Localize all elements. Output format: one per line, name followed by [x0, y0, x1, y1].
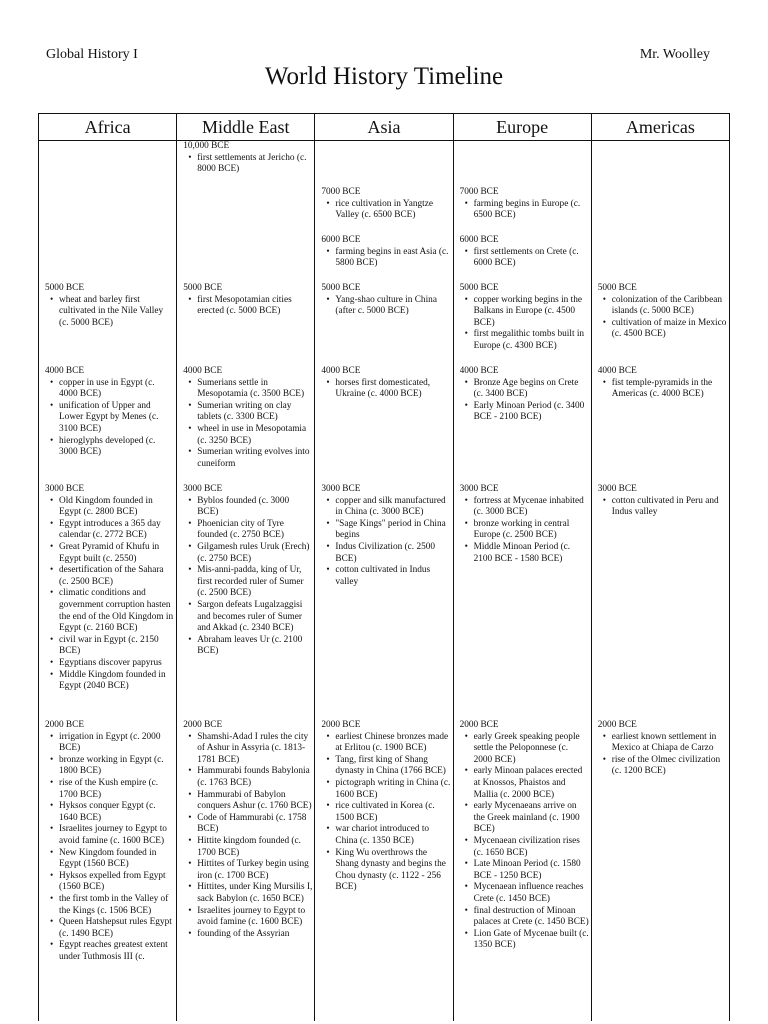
- era-block-2000-bce: [598, 720, 727, 778]
- event-item: [598, 378, 727, 401]
- event-text: Mis-anni-padda, king of Ur, first recorded ruler of Sumer (c. 2500 BCE): [197, 565, 304, 599]
- event-item: [460, 906, 589, 929]
- column-africa: [45, 141, 174, 1021]
- era-block-2000-bce: [45, 720, 174, 963]
- event-text: desertification of the Sahara (c. 2500 BCE): [59, 565, 164, 587]
- era-block-5000-bce: [45, 283, 174, 329]
- era-block-5000-bce: [460, 283, 589, 353]
- era-block-4000-bce: [598, 366, 727, 401]
- event-text: Hammurabi founds Babylonia (c. 1763 BCE): [197, 766, 310, 788]
- era-block-7000-bce: [321, 187, 450, 222]
- event-item: [460, 929, 589, 952]
- event-text: rise of the Kush empire (c. 1700 BCE): [59, 777, 159, 800]
- event-list: [321, 732, 450, 894]
- era-label: 3000 BCE: [459, 484, 499, 494]
- event-list: [598, 295, 727, 341]
- event-list: [321, 247, 450, 270]
- event-item: [598, 318, 727, 341]
- era-block-4000-bce: [183, 366, 312, 470]
- event-item: [321, 199, 450, 222]
- event-item: [321, 801, 450, 824]
- event-text: Egypt reaches greatest extent under Tuthmosis III (c.: [59, 940, 168, 962]
- era-label: 5000 BCE: [183, 283, 223, 293]
- event-text: Hyksos expelled from Egypt (1560 BCE): [59, 870, 166, 893]
- column-asia: [321, 141, 450, 1021]
- event-item: [321, 778, 450, 801]
- event-text: colonization of the Caribbean islands (c. 5000 BCE): [611, 294, 722, 317]
- event-item: [321, 732, 450, 755]
- era-block-3000-bce: [321, 484, 450, 588]
- event-text: rice cultivation in Yangtze Valley (c. 6500 BCE): [335, 198, 433, 221]
- event-text: bronze working in central Europe (c. 2500 BCE): [473, 518, 570, 541]
- era-block-3000-bce: [460, 484, 589, 565]
- era-label: 6000 BCE: [459, 235, 499, 245]
- event-text: war chariot introduced to China (c. 1350 BCE): [335, 824, 430, 846]
- event-item: [45, 778, 174, 801]
- event-item: [183, 153, 312, 176]
- event-item: [183, 929, 312, 941]
- event-item: [183, 859, 312, 882]
- event-item: [45, 670, 174, 693]
- timeline-body-row: [39, 141, 730, 1022]
- event-text: irrigation in Egypt (c. 2000 BCE): [59, 731, 161, 754]
- event-text: Tang, first king of Shang dynasty in China (1766 BCE): [335, 754, 446, 777]
- era-block-10-000-bce: [183, 141, 312, 176]
- event-item: [45, 401, 174, 436]
- event-item: [183, 766, 312, 789]
- event-text: farming begins in Europe (c. 6500 BCE): [473, 198, 581, 221]
- event-text: Abraham leaves Ur (c. 2100 BCE): [197, 634, 303, 657]
- event-text: early Mycenaeans arrive on the Greek mainland (c. 1900 BCE): [473, 801, 580, 835]
- era-label: 4000 BCE: [321, 366, 361, 376]
- event-text: Hittites of Turkey begin using iron (c. 1700 BCE): [197, 859, 309, 881]
- event-list: [183, 732, 312, 941]
- event-text: cultivation of maize in Mexico (c. 4500 BCE): [611, 317, 727, 340]
- event-text: the first tomb in the Valley of the Kings (c. 1506 BCE): [59, 893, 169, 916]
- event-item: [183, 813, 312, 836]
- event-item: [460, 295, 589, 330]
- event-text: "Sage Kings" period in China begins: [335, 518, 446, 541]
- event-item: [598, 295, 727, 318]
- event-list: [598, 496, 727, 519]
- era-block-3000-bce: [45, 484, 174, 693]
- teacher-name: Mr. Woolley: [639, 47, 710, 62]
- era-label: 2000 BCE: [459, 720, 499, 730]
- era-label: 3000 BCE: [597, 484, 637, 494]
- event-item: [460, 836, 589, 859]
- event-text: early Greek speaking people settle the Peloponnese (c. 2000 BCE): [473, 731, 580, 765]
- event-text: unification of Upper and Lower Egypt by Menes (c. 3100 BCE): [59, 400, 159, 434]
- event-text: copper working begins in the Balkans in Europe (c. 4500 BCE): [473, 294, 583, 328]
- event-list: [321, 378, 450, 401]
- event-item: [45, 917, 174, 940]
- era-block-3000-bce: [598, 484, 727, 519]
- event-text: Sumerians settle in Mesopotamia (c. 3500 BCE): [197, 377, 305, 400]
- event-item: [460, 199, 589, 222]
- event-text: Gilgamesh rules Uruk (Erech) (c. 2750 BCE): [197, 541, 310, 564]
- event-item: [45, 848, 174, 871]
- event-text: Middle Minoan Period (c. 2100 BCE - 1580 BCE): [473, 541, 571, 564]
- event-item: [460, 542, 589, 565]
- event-item: [45, 894, 174, 917]
- event-item: [183, 635, 312, 658]
- event-item: [183, 424, 312, 447]
- event-text: Great Pyramid of Khufu in Egypt built (c. 2550): [59, 541, 160, 564]
- event-item: [183, 447, 312, 470]
- event-text: founding of the Assyrian: [197, 928, 290, 939]
- event-item: [45, 295, 174, 330]
- event-list: [45, 496, 174, 693]
- column-header-americas: Americas: [591, 114, 729, 141]
- event-item: [183, 732, 312, 767]
- era-block-6000-bce: [321, 235, 450, 270]
- event-list: [183, 153, 312, 176]
- era-label: 5000 BCE: [597, 283, 637, 293]
- event-item: [45, 755, 174, 778]
- event-item: [321, 755, 450, 778]
- event-text: first Mesopotamian cities erected (c. 5000 BCE): [197, 294, 292, 317]
- event-item: [460, 378, 589, 401]
- event-list: [183, 295, 312, 318]
- event-text: horses first domesticated, Ukraine (c. 4000 BCE): [335, 377, 431, 400]
- event-list: [321, 199, 450, 222]
- era-label: 4000 BCE: [597, 366, 637, 376]
- timeline-table: [38, 113, 730, 1021]
- event-item: [45, 496, 174, 519]
- event-item: [321, 519, 450, 542]
- event-list: [460, 199, 589, 222]
- era-block-7000-bce: [460, 187, 589, 222]
- event-item: [45, 635, 174, 658]
- event-item: [183, 401, 312, 424]
- event-text: hieroglyphs developed (c. 3000 BCE): [59, 435, 156, 458]
- event-list: [183, 496, 312, 658]
- event-text: King Wu overthrows the Shang dynasty and begins the Chou dynasty (c. 1122 - 256 BCE): [335, 847, 446, 893]
- column-header-row: [39, 114, 730, 141]
- event-item: [183, 542, 312, 565]
- event-text: first settlements on Crete (c. 6000 BCE): [473, 246, 579, 269]
- event-text: Sumerian writing on clay tablets (c. 3300 BCE): [197, 400, 292, 423]
- era-block-5000-bce: [321, 283, 450, 318]
- column-middle-east: [183, 141, 312, 1021]
- event-item: [45, 436, 174, 459]
- event-text: fist temple-pyramids in the Americas (c. 4000 BCE): [611, 377, 713, 400]
- event-text: Hittites, under King Mursilis I, sack Babylon (c. 1650 BCE): [197, 882, 313, 904]
- event-text: final destruction of Minoan palaces at Crete (c. 1450 BCE): [473, 905, 589, 928]
- era-label: 5000 BCE: [459, 283, 499, 293]
- event-text: Mycenaean civilization rises (c. 1650 BCE): [473, 835, 580, 858]
- era-block-2000-bce: [183, 720, 312, 940]
- event-item: [321, 565, 450, 588]
- event-text: pictograph writing in China (c. 1600 BCE): [335, 777, 451, 800]
- event-item: [460, 859, 589, 882]
- era-label: 4000 BCE: [183, 366, 223, 376]
- era-label: 2000 BCE: [45, 720, 84, 730]
- event-list: [460, 247, 589, 270]
- event-text: Mycenaean influence reaches Crete (c. 1450 BCE): [473, 882, 584, 904]
- event-text: Byblos founded (c. 3000 BCE): [197, 495, 290, 518]
- era-block-4000-bce: [45, 366, 174, 459]
- era-label: 10,000 BCE: [183, 141, 230, 151]
- event-text: wheel in use in Mesopotamia (c. 3250 BCE): [197, 423, 307, 446]
- event-item: [45, 732, 174, 755]
- era-block-5000-bce: [183, 283, 312, 318]
- event-item: [45, 542, 174, 565]
- event-text: cotton cultivated in Peru and Indus valley: [611, 495, 719, 518]
- event-item: [45, 565, 174, 588]
- event-item: [598, 732, 727, 755]
- event-item: [598, 496, 727, 519]
- event-item: [321, 378, 450, 401]
- era-block-2000-bce: [321, 720, 450, 894]
- event-text: Hyksos conquer Egypt (c. 1640 BCE): [59, 801, 156, 823]
- event-item: [460, 496, 589, 519]
- event-item: [321, 824, 450, 847]
- event-item: [45, 871, 174, 894]
- era-label: 2000 BCE: [183, 720, 223, 730]
- event-item: [460, 519, 589, 542]
- event-list: [321, 295, 450, 318]
- event-item: [183, 565, 312, 600]
- event-text: Yang-shao culture in China (after c. 5000 BCE): [335, 294, 437, 317]
- event-list: [460, 378, 589, 424]
- event-text: climatic conditions and government corruption hasten the end of the Old Kingdom in Egypt (c. 2160 BCE): [59, 588, 174, 634]
- event-list: [598, 378, 727, 401]
- column-europe: [460, 141, 589, 1021]
- event-text: Israelites journey to Egypt to avoid famine (c. 1600 BCE): [197, 905, 306, 928]
- event-text: Shamshi-Adad I rules the city of Ashur in Assyria (c. 1813-1781 BCE): [197, 731, 309, 765]
- event-text: rise of the Olmec civilization (c. 1200 BCE): [611, 754, 721, 777]
- era-block-4000-bce: [321, 366, 450, 401]
- column-header-asia: Asia: [315, 114, 453, 141]
- event-item: [183, 790, 312, 813]
- column-header-africa: Africa: [39, 114, 177, 141]
- event-item: [321, 848, 450, 894]
- event-text: rice cultivated in Korea (c. 1500 BCE): [335, 801, 435, 823]
- era-label: 6000 BCE: [321, 235, 361, 245]
- event-item: [321, 295, 450, 318]
- page-title: World History Timeline: [264, 63, 504, 90]
- event-item: [183, 836, 312, 859]
- event-text: Code of Hammurabi (c. 1758 BCE): [197, 812, 307, 835]
- event-text: Bronze Age begins on Crete (c. 3400 BCE): [473, 377, 579, 400]
- era-label: 4000 BCE: [459, 366, 499, 376]
- event-item: [45, 378, 174, 401]
- event-text: copper in use in Egypt (c. 4000 BCE): [59, 377, 155, 400]
- event-text: Middle Kingdom founded in Egypt (2040 BCE): [59, 669, 166, 692]
- event-item: [183, 882, 312, 905]
- event-text: Old Kingdom founded in Egypt (c. 2800 BCE): [59, 495, 153, 518]
- event-text: Indus Civilization (c. 2500 BCE): [335, 541, 436, 564]
- event-item: [460, 801, 589, 836]
- event-text: civil war in Egypt (c. 2150 BCE): [59, 634, 159, 657]
- event-text: Queen Hatshepsut rules Egypt (c. 1490 BCE): [59, 917, 172, 939]
- event-item: [183, 600, 312, 635]
- event-item: [45, 801, 174, 824]
- event-item: [321, 496, 450, 519]
- event-text: Egypt introduces a 365 day calendar (c. 2772 BCE): [59, 518, 161, 541]
- event-text: earliest known settlement in Mexico at Chiapa de Carzo: [611, 731, 717, 754]
- era-label: 3000 BCE: [321, 484, 361, 494]
- event-item: [598, 755, 727, 778]
- event-list: [460, 496, 589, 566]
- event-item: [183, 496, 312, 519]
- event-text: cotton cultivated in Indus valley: [335, 565, 431, 587]
- era-label: 5000 BCE: [321, 283, 361, 293]
- event-item: [45, 588, 174, 634]
- event-text: Sargon defeats Lugalzaggisi and becomes ruler of Sumer and Akkad (c. 2340 BCE): [197, 599, 303, 634]
- column-header-middle-east: Middle East: [177, 114, 315, 141]
- event-text: early Minoan palaces erected at Knossos, Phaistos and Mallia (c. 2000 BCE): [473, 766, 583, 800]
- event-text: Sumerian writing evolves into cuneiform: [197, 447, 310, 469]
- event-text: fortress at Mycenae inhabited (c. 3000 BCE): [473, 495, 584, 518]
- event-text: New Kingdom founded in Egypt (1560 BCE): [59, 847, 157, 870]
- event-text: earliest Chinese bronzes made at Erlitou (c. 1900 BCE): [335, 731, 449, 754]
- event-list: [598, 732, 727, 778]
- event-text: Hittite kingdom founded (c. 1700 BCE): [197, 835, 301, 858]
- event-text: first settlements at Jericho (c. 8000 BCE): [197, 152, 307, 175]
- era-label: 3000 BCE: [45, 484, 84, 494]
- event-text: bronze working in Egypt (c. 1800 BCE): [59, 754, 164, 777]
- event-item: [45, 940, 174, 963]
- column-header-europe: Europe: [453, 114, 591, 141]
- event-text: Egyptians discover papyrus: [59, 657, 162, 668]
- event-list: [460, 295, 589, 353]
- event-text: Early Minoan Period (c. 3400 BCE - 2100 BCE): [473, 400, 585, 423]
- era-block-5000-bce: [598, 283, 727, 341]
- event-item: [183, 519, 312, 542]
- era-block-6000-bce: [460, 235, 589, 270]
- course-name: Global History I: [46, 47, 138, 62]
- event-text: farming begins in east Asia (c. 5800 BCE): [335, 246, 449, 269]
- event-item: [460, 329, 589, 352]
- era-label: 4000 BCE: [45, 366, 84, 376]
- era-block-2000-bce: [460, 720, 589, 952]
- era-label: 2000 BCE: [597, 720, 637, 730]
- event-list: [183, 378, 312, 471]
- event-text: Hammurabi of Babylon conquers Ashur (c. 1760 BCE): [197, 789, 312, 812]
- event-item: [183, 378, 312, 401]
- event-text: Phoenician city of Tyre founded (c. 2750 BCE): [197, 518, 284, 541]
- event-item: [183, 295, 312, 318]
- event-item: [460, 766, 589, 801]
- event-item: [45, 824, 174, 847]
- event-text: Late Minoan Period (c. 1580 BCE - 1250 BCE): [473, 859, 581, 881]
- event-item: [460, 882, 589, 905]
- event-item: [321, 247, 450, 270]
- era-label: 2000 BCE: [321, 720, 361, 730]
- event-item: [460, 247, 589, 270]
- event-item: [321, 542, 450, 565]
- event-list: [321, 496, 450, 589]
- era-label: 3000 BCE: [183, 484, 223, 494]
- event-item: [460, 732, 589, 767]
- event-text: Israelites journey to Egypt to avoid famine (c. 1600 BCE): [59, 824, 167, 846]
- event-item: [183, 906, 312, 929]
- event-text: first megalithic tombs built in Europe (c. 4300 BCE): [473, 329, 585, 351]
- event-item: [460, 401, 589, 424]
- era-block-4000-bce: [460, 366, 589, 424]
- event-text: Lion Gate of Mycenae built (c. 1350 BCE): [473, 928, 589, 951]
- era-label: 7000 BCE: [321, 187, 361, 197]
- event-list: [45, 295, 174, 330]
- event-item: [45, 519, 174, 542]
- event-text: copper and silk manufactured in China (c. 3000 BCE): [335, 495, 446, 518]
- event-text: wheat and barley first cultivated in the Nile Valley (c. 5000 BCE): [59, 294, 164, 328]
- event-item: [45, 658, 174, 670]
- event-list: [45, 732, 174, 964]
- era-block-3000-bce: [183, 484, 312, 658]
- era-label: 5000 BCE: [45, 283, 84, 293]
- era-label: 7000 BCE: [459, 187, 499, 197]
- event-list: [460, 732, 589, 952]
- column-americas: [598, 141, 727, 1021]
- event-list: [45, 378, 174, 459]
